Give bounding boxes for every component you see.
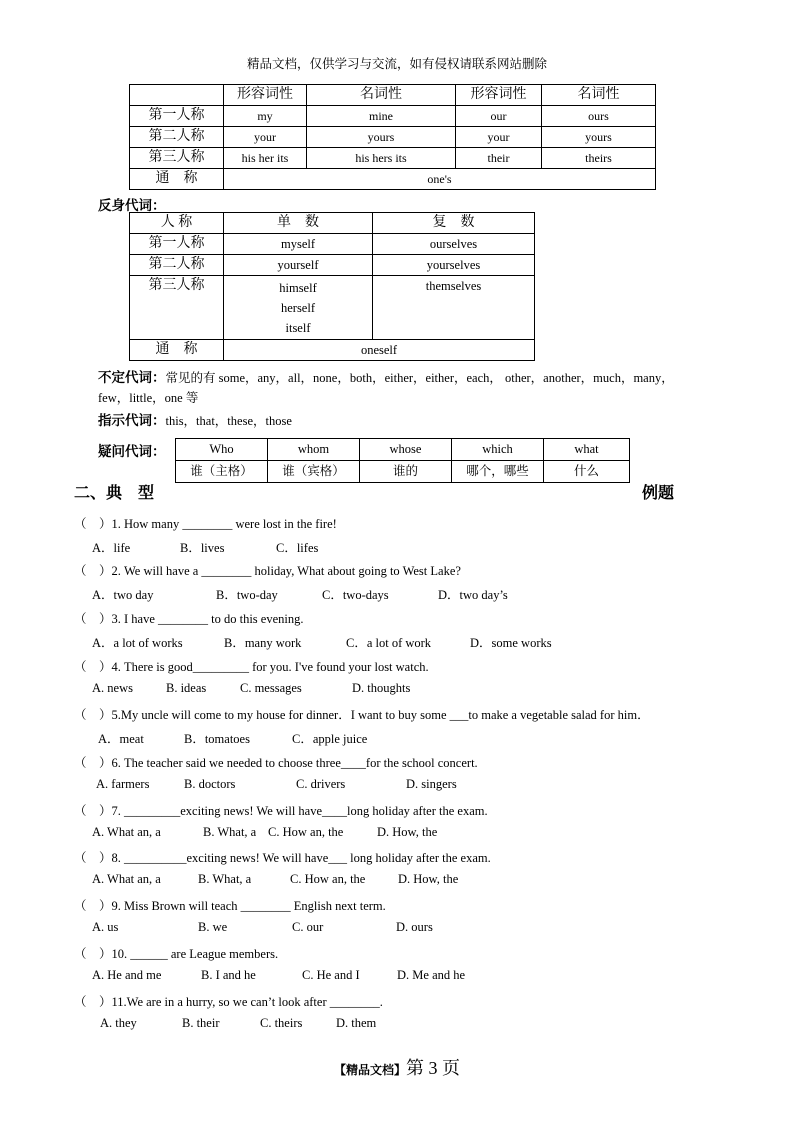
table-row — [176, 461, 630, 483]
question-option: A．a lot of works — [92, 636, 183, 650]
table-row — [130, 340, 535, 361]
table-header-cell: 复 数 — [373, 213, 535, 234]
table-cell: theirs — [542, 148, 656, 169]
table-cell: yourselves — [373, 255, 535, 276]
question-option: C. How an, the — [290, 872, 366, 886]
question-option: A．life — [92, 541, 131, 555]
question-option: C．lifes — [276, 541, 319, 555]
question-option: A. news — [92, 681, 133, 695]
question-option: A. What an, a — [92, 825, 161, 839]
page-header: 精品文档，仅供学习与交流，如有侵权请联系网站删除 — [246, 57, 547, 71]
question-option: A．two day — [92, 588, 154, 602]
possessive-pronoun-table — [129, 84, 656, 190]
table-cell: 通 称 — [130, 169, 224, 190]
table-cell: yourself — [224, 255, 373, 276]
question-stem: （ ）11.We are in a hurry, so we can’t look after ________. — [74, 995, 383, 1009]
table-cell — [224, 276, 373, 340]
reflexive-label: 反身代词： — [98, 198, 166, 213]
question-option: B. I and he — [201, 968, 256, 982]
indefinite-text: 常见的有 some，any，all，none，both，either，either，each， other，another，much，many， — [165, 371, 674, 385]
table-cell: my — [224, 106, 307, 127]
question-option: A. farmers — [96, 777, 150, 791]
table-header-cell: 人 称 — [130, 213, 224, 234]
question-option: B．tomatoes — [184, 732, 250, 746]
table-cell: his her its — [224, 148, 307, 169]
table-header-cell: 单 数 — [224, 213, 373, 234]
interrogative-label: 疑问代词： — [98, 444, 166, 459]
question-stem: （ ）5.My uncle will come to my house for dinner．I want to buy some ___to make a vegetable salad for him． — [74, 708, 650, 722]
footer-tag: 【精品文档】 — [333, 1063, 406, 1077]
table-row — [130, 127, 656, 148]
question-option: D. Me and he — [397, 968, 466, 982]
table-cell: 什么 — [544, 461, 630, 483]
question-option: B. What, a — [198, 872, 252, 886]
indefinite-line-2: few，little，one 等 — [98, 391, 199, 405]
question-stem: （ ）8. __________exciting news! We will have___ long holiday after the exam. — [74, 851, 491, 865]
question-option: D. thoughts — [352, 681, 411, 695]
indefinite-line-1 — [98, 366, 674, 386]
table-cell: whom — [268, 439, 360, 461]
table-cell: themselves — [373, 276, 535, 340]
table-row — [130, 169, 656, 190]
footer-page: 第 3 页 — [406, 1058, 460, 1078]
table-cell: 哪个，哪些 — [452, 461, 544, 483]
question-option: C．a lot of work — [346, 636, 432, 650]
table-cell: ourselves — [373, 234, 535, 255]
question-stem: （ ）6. The teacher said we needed to choose three____for the school concert. — [74, 756, 478, 770]
question-option: B. their — [182, 1016, 220, 1030]
question-option: B. ideas — [166, 681, 207, 695]
question-option: D．two day’s — [438, 588, 508, 602]
demonstrative-label: 指示代词： — [98, 413, 166, 428]
question-option: C. our — [292, 920, 324, 934]
question-option: C. How an, the — [268, 825, 344, 839]
table-cell: myself — [224, 234, 373, 255]
table-cell: 谁（宾格） — [268, 461, 360, 483]
question-option: C. drivers — [296, 777, 346, 791]
table-cell: our — [456, 106, 542, 127]
table-cell: 通 称 — [130, 340, 224, 361]
table-cell: their — [456, 148, 542, 169]
table-cell: your — [456, 127, 542, 148]
question-option: C．two-days — [322, 588, 389, 602]
table-cell: 第一人称 — [130, 234, 224, 255]
question-option: D. ours — [396, 920, 433, 934]
question-option: B. What, a — [203, 825, 257, 839]
demonstrative-text: this，that，these，those — [165, 414, 292, 428]
table-cell: 谁（主格） — [176, 461, 268, 483]
table-cell: whose — [360, 439, 452, 461]
section-title-right: 例题 — [642, 485, 675, 502]
third-singular-item: itself — [285, 320, 311, 335]
demonstrative-line — [98, 409, 292, 429]
table-cell: your — [224, 127, 307, 148]
table-header-row — [130, 213, 535, 234]
table-cell: 谁的 — [360, 461, 452, 483]
question-option: B．two-day — [216, 588, 278, 602]
table-cell: mine — [307, 106, 456, 127]
question-option: C. messages — [240, 681, 302, 695]
question-stem: （ ）2. We will have a ________ holiday, What about going to West Lake? — [74, 564, 461, 578]
table-header-cell: 形容词性 — [224, 85, 307, 106]
question-option: B．many work — [224, 636, 302, 650]
table-cell: Who — [176, 439, 268, 461]
question-option: C. He and I — [302, 968, 360, 982]
question-option: A. they — [100, 1016, 137, 1030]
question-stem: （ ）7. _________exciting news! We will have____long holiday after the exam. — [74, 804, 488, 818]
table-header-row — [130, 85, 656, 106]
question-option: D. How, the — [377, 825, 438, 839]
third-singular-item: herself — [280, 300, 315, 315]
table-cell: oneself — [224, 340, 535, 361]
table-row — [130, 234, 535, 255]
question-stem: （ ）10. ______ are League members. — [74, 947, 279, 961]
table-row — [130, 276, 535, 340]
table-cell: 第二人称 — [130, 255, 224, 276]
table-header-cell: 形容词性 — [456, 85, 542, 106]
question-stem: （ ）1. How many ________ were lost in the fire! — [74, 517, 337, 531]
question-option: A. What an, a — [92, 872, 161, 886]
question-option: D. them — [336, 1016, 377, 1030]
question-option: D．some works — [470, 636, 552, 650]
indefinite-label: 不定代词： — [98, 370, 166, 385]
table-row — [130, 148, 656, 169]
reflexive-pronoun-table — [129, 212, 535, 361]
section-title: 二、典 型 — [74, 485, 155, 502]
question-stem: （ ）4. There is good_________ for you. I've found your lost watch. — [74, 660, 429, 674]
question-stem: （ ）9. Miss Brown will teach ________ English next term. — [74, 899, 386, 913]
table-cell: 第三人称 — [130, 276, 224, 340]
table-cell: 第二人称 — [130, 127, 224, 148]
table-cell: which — [452, 439, 544, 461]
table-header-cell: 名词性 — [542, 85, 656, 106]
third-singular-item: himself — [279, 280, 317, 295]
table-cell — [130, 85, 224, 106]
table-header-cell: 名词性 — [307, 85, 456, 106]
table-row — [176, 439, 630, 461]
table-cell: 第一人称 — [130, 106, 224, 127]
question-option: A．meat — [98, 732, 144, 746]
question-option: A. He and me — [92, 968, 162, 982]
question-option: D. singers — [406, 777, 457, 791]
table-row — [130, 255, 535, 276]
table-row — [130, 106, 656, 127]
table-cell: one's — [224, 169, 656, 190]
question-option: B. doctors — [184, 777, 236, 791]
question-stem: （ ）3. I have ________ to do this evening. — [74, 612, 304, 626]
question-option: D. How, the — [398, 872, 459, 886]
table-cell: 第三人称 — [130, 148, 224, 169]
question-option: B. we — [198, 920, 228, 934]
question-option: C. theirs — [260, 1016, 303, 1030]
table-cell: what — [544, 439, 630, 461]
question-option: A. us — [92, 920, 119, 934]
table-cell: yours — [542, 127, 656, 148]
question-option: C．apple juice — [292, 732, 368, 746]
table-cell: ours — [542, 106, 656, 127]
question-option: B．lives — [180, 541, 225, 555]
interrogative-table — [175, 438, 630, 483]
table-cell: his hers its — [307, 148, 456, 169]
page-footer — [0, 1054, 794, 1080]
table-cell: yours — [307, 127, 456, 148]
